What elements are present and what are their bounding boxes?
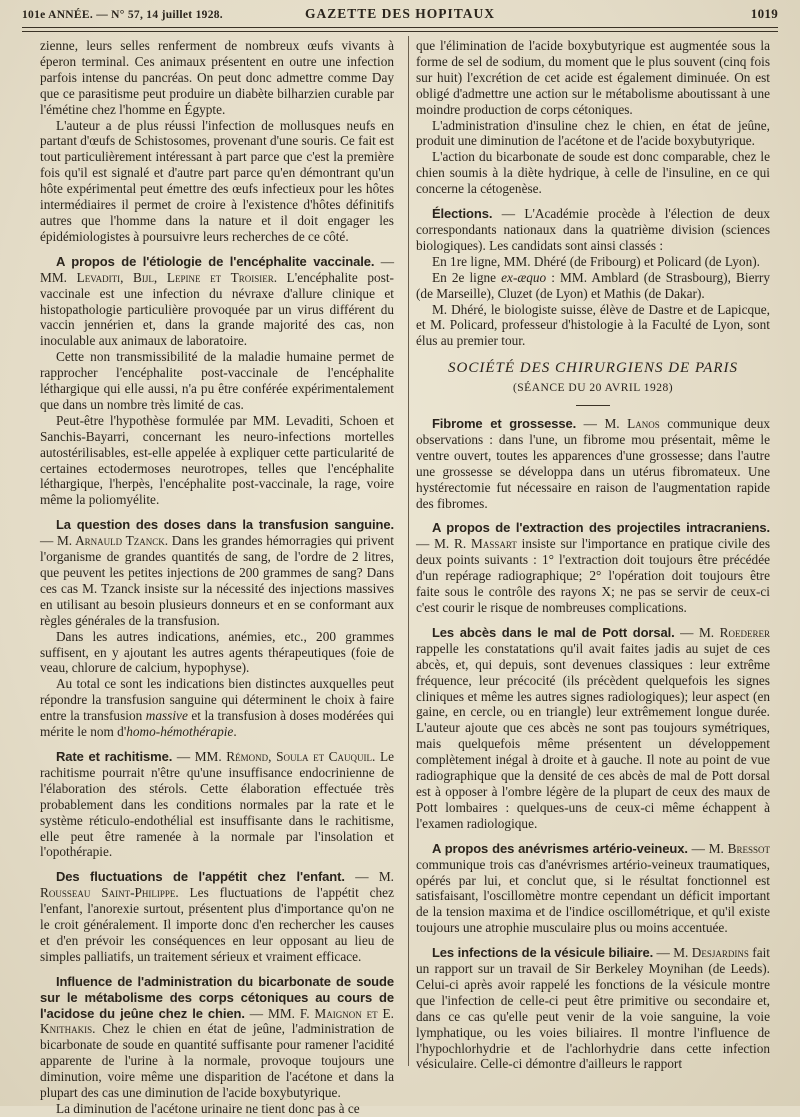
article-body: communique deux observations : dans l'une, un fibrome mou présentait, même le ventre ouvert, toutes les apparences d'une grossesse; dans l'autre une grossesse se développa dans un utérus fibromateux. Une hystérectomie fut nécessaire en raison de l'augmentation rapide des fibromes. — [416, 416, 770, 511]
paragraph — [40, 676, 394, 740]
paragraph: Cette non transmissibilité de la maladie humaine permet de rapprocher l'encéphalite post-vaccinale de l'encéphalite léthargique qui elle aussi, n'a pu être conférée expérimentalement que dans un nombre très limité de cas. — [40, 349, 394, 412]
article-transfusion — [40, 517, 394, 628]
journal-title: GAZETTE DES HOPITAUX — [304, 6, 496, 21]
article-body: Les fluctuations de l'appétit chez l'enfant, l'anorexie surtout, présentent plus d'importance qu'on ne le croit généralement. Il importe donc d'en rechercher les causes et d'en prévoir les conséquences en leur opposant au lieu de simples palliatifs, un traitement sérieux et vraiment efficace. — [40, 885, 394, 964]
emphasis: massive — [145, 708, 188, 724]
paragraph: La diminution de l'acétone urinaire ne tient donc pas à ce — [55, 1101, 360, 1116]
article-body: Chez le chien en état de jeûne, l'administration de bicarbonate de soude en quantité suffisante pour ramener l'acidité apparente de l'urine à la normale, provoque toujours une diminution, voire même une disparition de l'acétone et dans la plupart des cas une diminution de l'acide boxybutyrique. — [40, 1021, 394, 1101]
article-authors: — MM. F. Maignon et E. Knithakis. — [40, 1005, 394, 1037]
article-projectiles — [416, 520, 770, 615]
article-elections — [416, 206, 770, 254]
article-authors: — M. Lanos — [576, 416, 660, 432]
page-number: 1019 — [750, 6, 778, 21]
left-column — [40, 38, 394, 1117]
article-heading: A propos de l'extraction des projectiles intracraniens. — [431, 520, 770, 536]
article-appetit — [40, 869, 394, 964]
right-column — [416, 38, 770, 1072]
text-run: En 2e ligne — [431, 269, 502, 285]
emphasis: ex-æquo — [501, 269, 547, 285]
article-heading: Les abcès dans le mal de Pott dorsal. — [431, 624, 675, 640]
paragraph: Dans les autres indications, anémies, etc., 200 grammes suffisent, en y ajoutant les autres agents thérapeutiques (foie de veau, chlorure de calcium, hypophyse). — [40, 628, 394, 676]
column-divider — [408, 36, 409, 1066]
article-authors: — M. R. Massart — [416, 536, 517, 552]
paragraph: M. Dhéré, le biologiste suisse, élève de Dastre et de Lapicque, et M. Policard, professeur d'histologie à la Faculté de Lyon, sont élus au premier tour. — [416, 301, 770, 349]
paragraph: L'action du bicarbonate de soude est donc comparable, chez le chien soumis à la diète hydrique, à celle de l'insuline, en ce qui concerne la cétogenèse. — [416, 149, 770, 197]
paragraph: En 1re ligne, MM. Dhéré (de Fribourg) et Policard (de Lyon). — [431, 253, 760, 269]
article-authors: — M. Roederer — [674, 624, 770, 640]
article-body: communique trois cas d'anévrismes artério-veineux traumatiques, opérés par lui, et conclut que, si le résultat fonctionnel est satisfaisant, l'oscillomètre montre cependant un déficit important de la tension maxima et de l'indice oscillométrique, et qu'il existe toujours une atrophie musculaire plus ou moins accentuée. — [416, 856, 770, 936]
article-encephalite — [40, 254, 394, 349]
article-anevrismes — [416, 841, 770, 936]
article-authors: — MM. Levaditi, Bijl, Lepine et Troisier. — [40, 253, 394, 285]
article-authors: — M. Bressot — [687, 840, 770, 856]
paragraph: Peut-être l'hypothèse formulée par MM. Levaditi, Schoen et Sanchis-Bayarri, concernant les neuro-infections mortelles autostérilisables, est-elle appelée à expliquer cette particularité de certaines ectodermoses neurotropes, telles que l'encéphalite léthargique, l'herpès, l'encéphalite post-vaccinale, la rage, voire même la poliomyélite. — [40, 412, 394, 508]
article-fibrome — [416, 416, 770, 511]
article-heading: Des fluctuations de l'appétit chez l'enfant. — [55, 869, 345, 885]
article-body: L'encéphalite post-vaccinale est une infection du névraxe d'allure clinique et histopathologie particulière provoquée par un virus différent du vaccin jennérien et, dans la grande majorité des cas, non inoculable aux animaux de laboratoire. — [40, 269, 394, 349]
society-title: SOCIÉTÉ DES CHIRURGIENS DE PARIS — [447, 360, 739, 377]
article-body: insiste sur l'importance en pratique civile des deux points suivants : 1° l'extraction doit toujours être précédée d'un repérage radiographique; 2° l'opération doit toujours être faite sous le contrôle des rayons X; ne pas se servir de ceux-ci c'est courir le risque de nombreuses complications. — [416, 536, 771, 615]
article-heading: Élections. — [431, 206, 493, 222]
issue-info: 101e ANNÉE. — N° 57, 14 juillet 1928. — [22, 9, 223, 21]
session-date: (SÉANCE DU 20 AVRIL 1928) — [512, 382, 674, 395]
article-authors: — M. Desjardins — [653, 945, 749, 961]
article-body: fait un rapport sur un travail de Sir Berkeley Moynihan (de Leeds). Celui-ci après avoir rappelé les fonctions de la vésicule montre que l'infection de celle-ci peut être primitive ou secondaire et, dans ce cas qu'elle peut venir de la voie sanguine, la voie lymphatique, ou les voies biliaires. Il montre l'influence de l'hypochlorhydrie et de l'achlorhydrie dans cette infection vésiculaire. Celle-ci démontre d'ailleurs le rapport — [416, 945, 770, 1072]
article-heading: La question des doses dans la transfusion sanguine. — [55, 517, 394, 533]
emphasis: homo-hémothérapie — [126, 724, 234, 740]
article-heading: Fibrome et grossesse. — [431, 416, 577, 432]
article-body: Le rachitisme pourrait n'être qu'une insuffisance endocrinienne de l'élaboration des stérols. Cette élaboration effectuée très probablement dans les conditions normales par la rate et le système réticulo-endothélial est insuffisante dans le rachitisme, elle peut être ramenée à la normale par l'insolation et l'opothérapie. — [40, 748, 394, 860]
article-heading: Influence de l'administration du bicarbonate de soude sur le métabolisme des corps cétoniques au cours de l'acidose du jeûne chez le chien. — [40, 973, 394, 1021]
paragraph: zienne, leurs selles renferment de nombreux œufs vivants à éperon terminal. Ces animaux présentent en outre une infection parfois intense du pancréas. On peut donc admettre comme Day que ce parasitisme peut produire un diabète bilharzien curable par l'émétine chez l'homme en Égypte. — [40, 38, 394, 117]
article-body: rappelle les constatations qu'il avait faites jadis au sujet de ces abcès, et, qui depuis, sont devenues classiques : leur extrême fréquence, leur précocité (ils précèdent quelquefois les signes cliniques et même les autres signes radiologiques); leur aspect (en gaine, en cercle, ou en triangle) leur extrêmement longue durée. L'auteur ajoute que ces abcès ne sont pas toujours symétriques, mais quelquefois même présentent un développement complètement inégal à droite et à gauche. Il note au point de vue radiographique que la densité de ces abcès de mal de Pott dorsal est à opposer à l'ombre légère de la plupart de ceux des maux de Pott lombaires : quelques-uns de ceux-ci même échappent à l'examen radiologique. — [416, 640, 770, 831]
article-heading: Rate et rachitisme. — [55, 748, 173, 764]
article-pott — [416, 625, 770, 832]
paragraph: L'auteur a de plus réussi l'infection de mollusques neufs en partant d'œufs de Schistosomes, provenant d'une souris. Ce fait est tout particulièrement intéressant à part parce que c'est la première fois qu'il est signalé et d'autre part parce qu'en démontrant qu'un hôte expérimental peut émettre des œufs infectieux pour les hôtes intermédiaires il permet de croire à l'existence d'hôtes définitifs autres que l'homme dans la nature et il doit engager les épidémiologistes à poursuivre leurs recherches de ce côté. — [40, 117, 394, 244]
paragraph: que l'élimination de l'acide boxybutyrique est augmentée sous la forme de sel de sodium, du moment que le plus souvent (cinq fois sur huit) l'excrétion de cet acide est également diminuée. On est obligé d'admettre une action sur le métabolisme aboutissant à une moindre production de corps cétoniques. — [416, 38, 770, 117]
article-body: — L'Académie procède à l'élection de deux correspondants nationaux dans la quatrième division (sciences biologiques). Les candidats sont ainsi classés : — [416, 206, 770, 253]
paragraph: L'administration d'insuline chez le chien, en état de jeûne, produit une diminution de l'acétone et de l'acide boxybutyrique. — [416, 117, 770, 149]
article-authors: — MM. Rémond, Soula et Cauquil. — [172, 748, 376, 764]
article-rachitisme — [40, 749, 394, 860]
text-run: : MM. Amblard (de Strasbourg), Bierry (de Marseille), Cluzet (de Lyon) et Mathis (de Dakar). — [416, 269, 770, 301]
text-run: et la transfusion à doses modérées qui mérite le nom d' — [40, 708, 394, 740]
text-run: Au total ce sont les indications bien distinctes auxquelles peut répondre la transfusion sanguine qui déterminent le choix à faire entre la transfusion — [40, 676, 394, 724]
article-heading: Les infections de la vésicule biliaire. — [431, 945, 654, 961]
article-authors: — M. Rousseau Saint-Philippe. — [40, 869, 395, 901]
header-rule — [22, 27, 778, 32]
paragraph — [416, 270, 770, 302]
text-run: . — [233, 724, 237, 740]
article-bicarbonate — [40, 974, 394, 1101]
section-rule — [576, 405, 610, 406]
article-body: Dans les grandes hémorragies qui privent l'organisme de grandes quantités de sang, de l'ordre de 2 litres, que peuvent les petites injections de 200 grammes de sang? Dans ces cas M. Tzanck insiste sur la nécessité des injections massives en utilisant au besoin plusieurs donneurs et en se conformant aux règles générales de la transfusion. — [40, 533, 394, 628]
article-heading: A propos des anévrismes artério-veineux. — [431, 840, 688, 856]
article-authors: — M. Arnauld Tzanck. — [40, 533, 169, 549]
article-vesicule — [416, 945, 770, 1072]
article-heading: A propos de l'étiologie de l'encéphalite vaccinale. — [55, 253, 375, 269]
